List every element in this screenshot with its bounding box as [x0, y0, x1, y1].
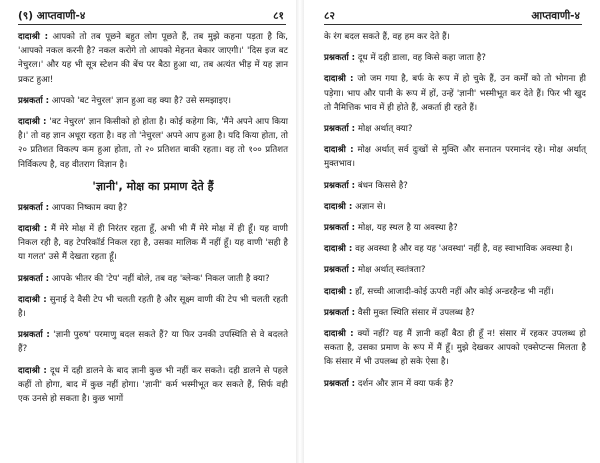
paragraph-text: आपके भीतर की 'टेप' नहीं बोले, तब वह 'ब्लेन्क' निकल जाती है क्या? [51, 273, 270, 284]
paragraph [18, 222, 288, 265]
speaker-label: दादाश्री : [324, 145, 354, 156]
right-page-body [324, 30, 586, 398]
paragraph [324, 30, 586, 44]
speaker-label: दादाश्री : [324, 329, 354, 340]
section-heading: 'ज्ञानी', मोक्ष का प्रमाण देते हैं [92, 179, 214, 193]
paragraph-text: दर्शन और ज्ञान में क्या फर्क है? [357, 378, 454, 389]
right-page-header [304, 0, 600, 26]
paragraph-text: दूध में दही डाला, वह किसे कहा जाता है? [357, 53, 486, 64]
paragraph [18, 30, 288, 87]
paragraph [324, 122, 586, 136]
book-gutter [296, 0, 304, 463]
paragraph [324, 72, 586, 115]
paragraph-text: दूध में दही डालने के बाद ज्ञानी कुछ भी नहीं कर सकते। दही डालने से पहले कहीं तो होगा, बाद में कुछ नहीं होगा। 'ज्ञानी' कर्म भस्मीभूत कर सकते हैं, सिर्फ वही एक उनसे हो सकता है। कुछ भागों [18, 365, 288, 405]
paragraph [18, 94, 288, 108]
speaker-label: प्रश्नकर्ता : [18, 273, 50, 284]
speaker-label: दादाश्री : [324, 244, 353, 255]
left-page-header [0, 0, 296, 26]
speaker-label: प्रश्नकर्ता : [324, 124, 356, 135]
speaker-label: दादाश्री : [18, 117, 47, 128]
left-header-rule [18, 24, 286, 25]
paragraph-text: मोक्ष, यह स्थल है या अवस्था है? [357, 223, 458, 234]
paragraph-text: आपका निष्काम क्या है? [51, 202, 128, 213]
left-page-number: ८१ [273, 10, 284, 22]
paragraph-text: के रंग बदल सकते हैं, वह हम कर देते हैं। [324, 32, 450, 42]
paragraph [324, 306, 586, 320]
right-header-rule [324, 24, 582, 25]
paragraph [18, 201, 288, 215]
left-page-body [18, 30, 288, 413]
speaker-label: प्रश्नकर्ता : [324, 180, 356, 191]
paragraph-text: 'बट नेचुरल' ज्ञान किसीको हो होता है। कोई कहेगा कि, 'मैंने अपने आप किया है।' तो वह ज्ञान अधूरा रहता है। वह तो 'नेचुरल' अपने आप हुआ है। यदि किया होता, तो २० प्रतिशत विकल्प कम हुआ होता, तो २० प्रतिशत बाकी रहता। वह तो १०० प्रतिशत निर्विकल्प है, वह वीतराग विज्ञान है। [18, 117, 289, 170]
paragraph-text: क्यों नहीं? यह मैं ज्ञानी कहाँ बैठा ही हूँ न! संसार में रहकर उपलब्ध हो सकता है, उसका प्रमाण के रूप में मैं हूँ। मुझे देखकर आपको एक्सेप्टन्स मिलता है कि संसार में भी उपलब्ध हो सके ऐसा है। [324, 329, 586, 368]
paragraph-text: वह अवस्था है और वह यह 'अवस्था' नहीं है, वह स्वाभाविक अवस्था है। [355, 244, 573, 255]
paragraph-text: मोक्ष अर्थात् सर्व दुःखों से मुक्ति और सनातन परमानंद रहे। मोक्ष अर्थात् मुक्तभाव। [324, 145, 586, 170]
paragraph [324, 51, 586, 65]
paragraph [324, 377, 586, 391]
paragraph [18, 115, 288, 172]
paragraph [324, 285, 586, 299]
paragraph-text: मोक्ष अर्थात् क्या? [357, 124, 413, 135]
speaker-label: प्रश्नकर्ता : [18, 330, 50, 341]
paragraph-text: मोक्ष अर्थात् स्वतंत्रता? [357, 265, 426, 276]
speaker-label: दादाश्री : [18, 294, 47, 305]
speaker-label: प्रश्नकर्ता : [18, 202, 50, 213]
left-page [0, 0, 296, 463]
speaker-label: प्रश्नकर्ता : [324, 53, 356, 64]
speaker-label: प्रश्नकर्ता : [324, 265, 356, 276]
speaker-label: दादाश्री : [18, 365, 47, 376]
paragraph-text: वैसी मुक्त स्थिति संसार में उपलब्ध है? [357, 307, 475, 318]
paragraph [18, 364, 288, 407]
paragraph [18, 272, 288, 286]
paragraph [324, 327, 586, 370]
speaker-label: प्रश्नकर्ता : [324, 378, 356, 389]
paragraph [18, 293, 288, 321]
right-page [304, 0, 600, 463]
paragraph [324, 200, 586, 214]
paragraph-text: हाँ, सच्ची आजादी-कोई ऊपरी नहीं और कोई अन्डरहैन्ड भी नहीं। [355, 286, 554, 297]
speaker-label: प्रश्नकर्ता : [18, 95, 50, 106]
paragraph [324, 179, 586, 193]
paragraph [324, 263, 586, 277]
speaker-label: प्रश्नकर्ता : [324, 223, 356, 234]
paragraph [324, 221, 586, 235]
right-page-chapter-title: आप्तवाणी-४ [531, 10, 580, 22]
paragraph [324, 143, 586, 171]
left-page-chapter-title: (९) आप्तवाणी-४ [18, 10, 86, 22]
speaker-label: दादाश्री : [324, 286, 353, 297]
paragraph [324, 242, 586, 256]
speaker-label: दादाश्री : [324, 201, 353, 212]
paragraph-text: आपको तो तब पूछने बहुत लोग पूछते हैं, तब मुझे कहना पड़ता है कि, 'आपको नकल करनी है? नकल करोगे तो आपको मेहनत बेकार जाएगी।' 'दिस इज बट नेचुरल।' और यह भी सूत्र स्टेशन की बेंच पर बैठा हुआ था, तब अत्यंत भीड़ में यह ज्ञान प्रकट हुआ! [18, 32, 288, 85]
speaker-label: दादाश्री : [18, 224, 48, 235]
speaker-label: दादाश्री : [324, 74, 354, 85]
paragraph [18, 328, 288, 356]
paragraph-text: सुनाई दे वैसी टेप भी चलती रहती है और सूक्ष्म वाणी की टेप भी चलती रहती है। [18, 294, 288, 320]
paragraph-text: मैं मेरे मोक्ष में ही निरंतर रहता हूँ, अभी भी मैं मेरे मोक्ष में ही हूँ। यह वाणी निकल रही है, वह टेपरिकॉर्ड निकल रहा है, उसका मालिक मैं नहीं हूँ। यह वाणी 'सही है या गलत' उसे मैं देखता रहता हूँ। [18, 224, 288, 263]
paragraph-text: आपको 'बट नेचुरल' ज्ञान हुआ वह क्या है? उसे समझाइए। [51, 95, 232, 106]
speaker-label: प्रश्नकर्ता : [324, 307, 356, 318]
paragraph-text: बंधन किससे है? [357, 180, 408, 191]
paragraph-text: 'ज्ञानी पुरुष' परमाणु बदल सकते हैं? या फिर उनकी उपस्थिति से वे बदलते हैं? [18, 330, 288, 355]
right-page-number: ८२ [324, 10, 335, 22]
speaker-label: दादाश्री : [18, 32, 49, 42]
paragraph-text: अज्ञान से। [355, 201, 386, 212]
paragraph-text: जो जम गया है, बर्फ के रूप में हो चुके हैं, उन कर्मों को तो भोगना ही पड़ेगा। भाप और पानी के रूप में हों, उन्हें 'ज्ञानी' भस्मीभूत कर देते हैं। फिर भी खुद तो नैमित्तिक भाव में ही होते हैं, अकर्ता ही रहते हैं। [324, 74, 586, 113]
